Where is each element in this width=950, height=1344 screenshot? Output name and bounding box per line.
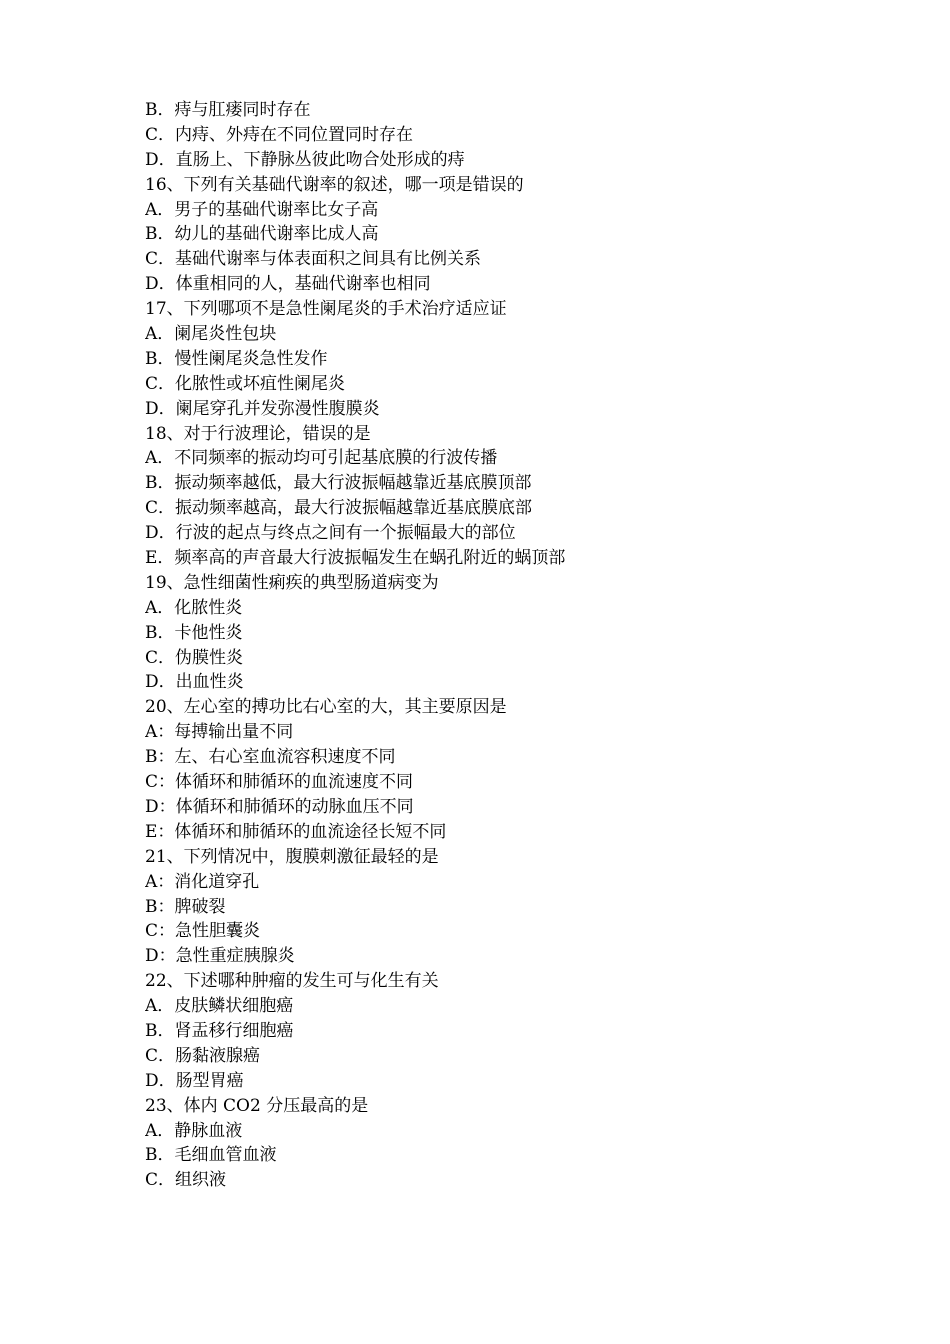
option-line: B．幼儿的基础代谢率比成人高 [145,224,379,245]
option-line: B：左、右心室血流容积速度不同 [145,747,396,768]
option-line: C．基础代谢率与体表面积之间具有比例关系 [145,249,482,270]
option-line: D．直肠上、下静脉丛彼此吻合处形成的痔 [145,149,465,170]
question-line: 19、急性细菌性痢疾的典型肠道病变为 [145,572,439,593]
option-line: B．慢性阑尾炎急性发作 [145,348,328,369]
option-line: A．静脉血液 [145,1120,243,1141]
option-line: A．皮肤鳞状细胞癌 [145,996,294,1017]
option-line: D．阑尾穿孔并发弥漫性腹膜炎 [145,398,380,419]
option-line: E：体循环和肺循环的血流途径长短不同 [145,821,447,842]
option-line: D：急性重症胰腺炎 [145,946,295,967]
option-line: B．毛细血管血液 [145,1145,277,1166]
option-line: B．卡他性炎 [145,622,243,643]
option-line: C．组织液 [145,1170,227,1191]
option-line: D．出血性炎 [145,672,244,693]
option-line: A．阑尾炎性包块 [145,324,277,345]
option-line: C：体循环和肺循环的血流速度不同 [145,772,414,793]
option-line: A．化脓性炎 [145,597,243,618]
option-line: D．行波的起点与终点之间有一个振幅最大的部位 [145,523,516,544]
option-line: C．内痔、外痔在不同位置同时存在 [145,124,414,145]
question-line: 23、体内 CO2 分压最高的是 [145,1095,369,1116]
option-line: B．肾盂移行细胞癌 [145,1020,294,1041]
option-line: A：消化道穿孔 [145,871,260,892]
option-line: C．振动频率越高，最大行波振幅越靠近基底膜底部 [145,498,533,519]
option-line: D：体循环和肺循环的动脉血压不同 [145,796,414,817]
option-line: D．体重相同的人，基础代谢率也相同 [145,274,431,295]
option-line: A．男子的基础代谢率比女子高 [145,199,379,220]
option-line: B：脾破裂 [145,896,226,917]
option-line: A．不同频率的振动均可引起基底膜的行波传播 [145,448,498,469]
question-line: 20、左心室的搏功比右心室的大，其主要原因是 [145,697,507,718]
question-line: 18、对于行波理论，错误的是 [145,423,371,444]
question-line: 17、下列哪项不是急性阑尾炎的手术治疗适应证 [145,299,507,320]
option-line: C．伪膜性炎 [145,647,244,668]
option-line: A：每搏输出量不同 [145,722,294,743]
option-line: E．频率高的声音最大行波振幅发生在蜗孔附近的蜗顶部 [145,548,566,569]
option-line: C．肠黏液腺癌 [145,1045,261,1066]
option-line: C．化脓性或坏疽性阑尾炎 [145,373,346,394]
question-line: 21、下列情况中，腹膜刺激征最轻的是 [145,846,439,867]
question-line: 16、下列有关基础代谢率的叙述，哪一项是错误的 [145,174,524,195]
option-line: B．振动频率越低，最大行波振幅越靠近基底膜顶部 [145,473,532,494]
question-list [145,98,865,1193]
option-line: C：急性胆囊炎 [145,921,261,942]
option-line: B．痔与肛瘘同时存在 [145,100,311,120]
question-line: 22、下述哪种肿瘤的发生可与化生有关 [145,971,439,992]
option-line: D．肠型胃癌 [145,1070,244,1091]
